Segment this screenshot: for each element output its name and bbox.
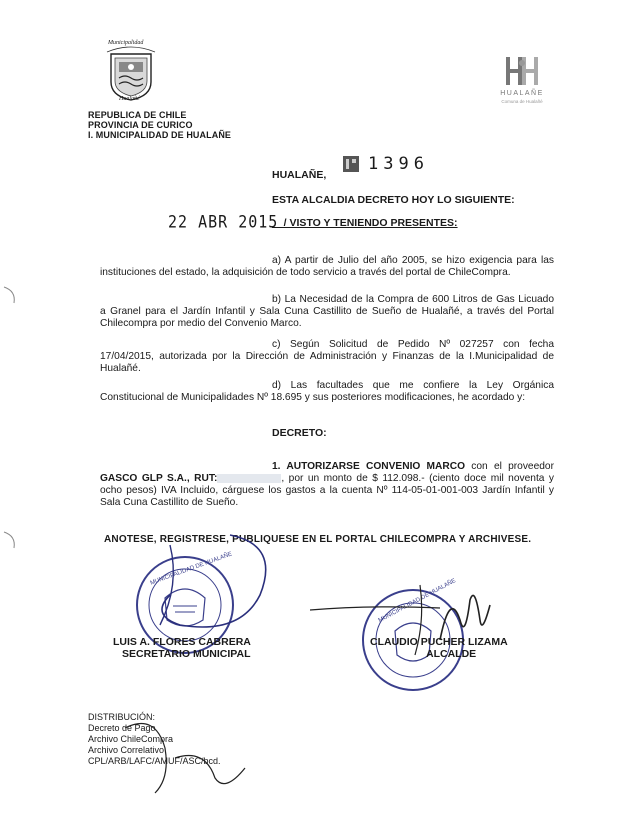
initials-signature (115, 708, 255, 798)
header-province: PROVINCIA DE CURICO (88, 120, 193, 130)
consideration-a: a) A partir de Julio del año 2005, se hizo exigencia para las instituciones del estado, la adquisición de todo servicio a través del portal de ChileCompra. (100, 255, 554, 278)
left-signer-title: SECRETARIO MUNICIPAL (122, 648, 251, 660)
closing-line: ANOTESE, REGISTRESE, PUBLIQUESE EN EL PORTAL CHILECOMPRA Y ARCHIVESE. (104, 534, 532, 545)
decreto-supplier: GASCO GLP S.A., RUT: (100, 473, 218, 484)
logo-name: HUALAÑE (500, 90, 544, 97)
right-signer-title: ALCALDE (426, 648, 477, 660)
coat-caption-top: Municipalidad (108, 40, 144, 46)
left-signature (140, 525, 300, 645)
redacted-rut (217, 474, 281, 483)
date-stamp: 22 ABR 2015 (168, 211, 279, 233)
consideration-b: b) La Necesidad de la Compra de 600 Litros de Gas Licuado a Granel para el Jardín Infantil y Sala Cuna Castillito de Sueño de Hualañé, a través del Portal Chilecompra por medio del Convenio Marco. (100, 294, 554, 329)
coat-caption-bottom: Hualañé (119, 96, 140, 102)
binder-hole-mark (2, 285, 18, 305)
visto-heading: __/ VISTO Y TENIENDO PRESENTES: (272, 217, 458, 229)
right-seal-text: MUNICIPALIDAD DE HUALAÑE (377, 578, 457, 624)
left-signer-name: LUIS A. FLORES CABRERA (113, 636, 251, 648)
distribution-item: Archivo Correlativo (88, 745, 165, 755)
decree-intro: ESTA ALCALDIA DECRETO HOY LO SIGUIENTE: (272, 194, 515, 206)
distribution-item: CPL/ARB/LAFC/AMUF/ASC/bcd. (88, 756, 221, 766)
decree-number-stamp (341, 154, 363, 174)
header-republic: REPUBLICA DE CHILE (88, 110, 187, 120)
decreto-item-1 (100, 461, 554, 509)
right-signature (310, 580, 510, 660)
consideration-c: c) Según Solicitud de Pedido Nº 027257 con fecha 17/04/2015, autorizada por la Dirección de Administración y Finanzas de la I.Municipalidad de Hualañé. (100, 339, 554, 374)
logo-tagline: Comuna de Hualañé (501, 99, 543, 104)
header-municipality: I. MUNICIPALIDAD DE HUALAÑE (88, 130, 232, 140)
decreto-item-1-lead: 1. AUTORIZARSE CONVENIO MARCO (272, 461, 466, 472)
decreto-item-1-rest: con el proveedor (465, 461, 554, 472)
binder-hole-mark (2, 530, 18, 550)
left-seal-text: MUNICIPALIDAD DE HUALAÑE (149, 551, 233, 587)
decree-place: HUALAÑE, (272, 169, 327, 181)
right-signer-name: CLAUDIO PUCHER LIZAMA (370, 636, 508, 648)
consideration-d: d) Las facultades que me confiere la Ley Orgánica Constitucional de Municipalidades Nº 18.695 y sus posteriores modificaciones, he acordado y: (100, 380, 554, 403)
decreto-heading: DECRETO: (272, 427, 327, 439)
distribution-item: Archivo ChileCompra (88, 734, 174, 744)
decreto-item-1-text: , por un monto de $ 112.098.- (ciento doce mil noventa y ocho pesos) IVA Incluido, cárguese los gastos a la cuenta Nº 114-05-01-001-003 Jardín Infantil y Sala Cuna Castillito de Sueño. (100, 473, 554, 508)
distribution-title: DISTRIBUCIÓN: (88, 712, 156, 722)
municipal-coat-of-arms (103, 44, 159, 104)
distribution-item: Decreto de Pago (88, 723, 156, 733)
decree-number: 1396 (368, 154, 429, 174)
